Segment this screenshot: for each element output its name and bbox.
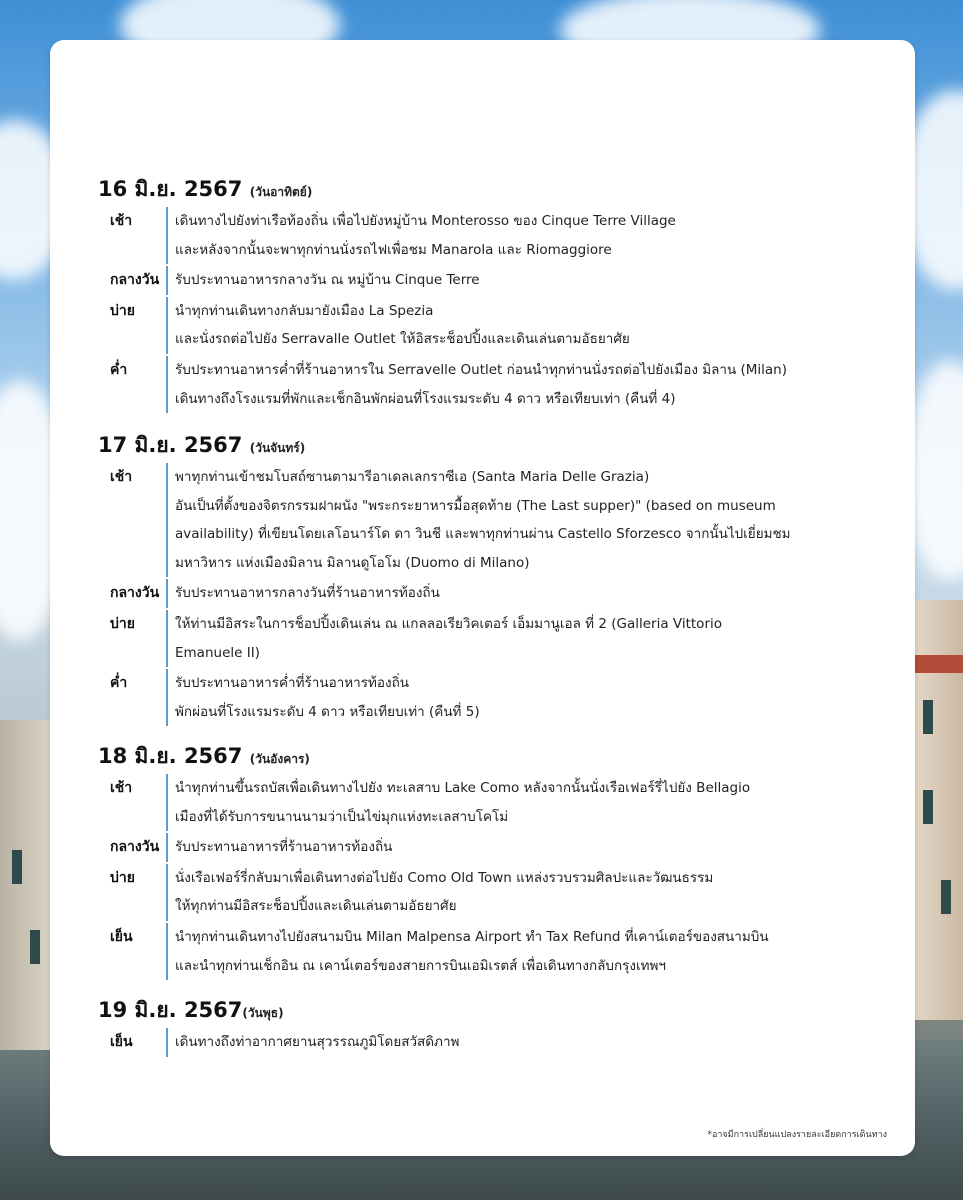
time-label: เย็น (110, 1034, 133, 1050)
itinerary-card (50, 40, 915, 1156)
schedule-text: เดินทางไปยังท่าเรือท้องถิ่น เพื่อไปยังหมู่บ้าน Monterosso ของ Cinque Terre Village และหลังจากนั้นจะพาทุกท่านนั่งรถไฟเพื่อชม Manarola และ Riomaggiore (166, 207, 855, 264)
schedule-row (98, 356, 855, 413)
day-date: 16 มิ.ย. 2567 (วันอาทิตย์) (98, 177, 313, 201)
time-label: เย็น (110, 928, 133, 945)
schedule-row (98, 297, 855, 354)
schedule-row (98, 610, 855, 667)
time-label: กลางวัน (110, 839, 160, 856)
schedule-row (98, 833, 855, 862)
schedule-text: พาทุกท่านเข้าชมโบสถ์ซานตามารีอาเดลเลกราซีเอ (Santa Maria Delle Grazia) อันเป็นที่ตั้งของจิตรกรรมฝาผนัง "พระกระยาหารมื้อสุดท้าย (The Last supper)" (based on museum availability) ที่เขียนโดยเลโอนาร์โด ดา วินชี และพาทุกท่านผ่าน Castello Sforzesco จากนั้นไปเยี่ยมชม มหาวิหาร แห่งเมืองมิลาน มิลานดูโอโม (Duomo di Milano) (166, 463, 855, 577)
time-label: บ่าย (110, 869, 135, 886)
time-label: บ่าย (110, 615, 135, 632)
schedule-text: รับประทานอาหารที่ร้านอาหารท้องถิ่น (166, 833, 855, 862)
schedule-row (98, 774, 855, 831)
day-section (98, 432, 855, 726)
schedule-row (98, 207, 855, 264)
time-label: บ่าย (110, 302, 135, 319)
schedule-row (98, 1028, 855, 1057)
time-label: กลางวัน (110, 272, 160, 289)
time-label: เช้า (110, 780, 133, 796)
schedule-text: เดินทางถึงท่าอากาศยานสุวรรณภูมิโดยสวัสดิภาพ (166, 1028, 855, 1057)
time-label: กลางวัน (110, 585, 160, 602)
day-name: (วันอังคาร) (249, 752, 310, 766)
day-date: 19 มิ.ย. 2567(วันพุธ) (98, 998, 284, 1022)
day-name: (วันอาทิตย์) (249, 185, 313, 199)
schedule-row (98, 864, 855, 921)
schedule-text: ให้ท่านมีอิสระในการช็อปปิ้งเดินเล่น ณ แกลลอเรียวิคเตอร์ เอ็มมานูเอล ที่ 2 (Galleria Vittorio Emanuele II) (166, 610, 855, 667)
schedule-text: นำทุกท่านเดินทางกลับมายังเมือง La Spezia และนั่งรถต่อไปยัง Serravalle Outlet ให้อิสระช็อปปิ้งและเดินเล่นตามอัธยาศัย (166, 297, 855, 354)
schedule-row (98, 463, 855, 577)
schedule-text: นำทุกท่านขึ้นรถบัสเพื่อเดินทางไปยัง ทะเลสาบ Lake Como หลังจากนั้นนั่งเรือเฟอร์รี่ไปยัง Bellagio เมืองที่ได้รับการขนานนามว่าเป็นไข่มุกแห่งทะเลสาบโคโม่ (166, 774, 855, 831)
day-section (98, 743, 855, 980)
time-label: เช้า (110, 469, 133, 485)
time-label: ค่ำ (110, 361, 128, 378)
schedule-row (98, 923, 855, 980)
footnote: *อาจมีการเปลี่ยนแปลงรายละเอียดการเดินทาง (707, 1130, 887, 1140)
day-name: (วันจันทร์) (249, 441, 306, 455)
schedule-text: รับประทานอาหารค่ำที่ร้านอาหารท้องถิ่น พักผ่อนที่โรงแรมระดับ 4 ดาว หรือเทียบเท่า (คืนที่ 5) (166, 669, 855, 726)
schedule-text: รับประทานอาหารกลางวัน ณ หมู่บ้าน Cinque Terre (166, 266, 855, 295)
schedule-text: นั่งเรือเฟอร์รี่กลับมาเพื่อเดินทางต่อไปยัง Como Old Town แหล่งรวบรวมศิลปะและวัฒนธรรม ให้ทุกท่านมีอิสระช็อปปิ้งและเดินเล่นตามอัธยาศัย (166, 864, 855, 921)
day-date: 17 มิ.ย. 2567 (วันจันทร์) (98, 433, 306, 457)
day-section (98, 176, 855, 413)
day-date: 18 มิ.ย. 2567 (วันอังคาร) (98, 744, 310, 768)
schedule-row (98, 266, 855, 295)
day-name: (วันพุธ) (242, 1006, 284, 1020)
day-section (98, 997, 855, 1057)
schedule-row (98, 579, 855, 608)
time-label: เช้า (110, 213, 133, 229)
time-label: ค่ำ (110, 675, 128, 692)
schedule-text: นำทุกท่านเดินทางไปยังสนามบิน Milan Malpensa Airport ทำ Tax Refund ที่เคาน์เตอร์ของสนามบิน และนำทุกท่านเช็กอิน ณ เคาน์เตอร์ของสายการบินเอมิเรตส์ เพื่อเดินทางกลับกรุงเทพฯ (166, 923, 855, 980)
schedule-text: รับประทานอาหารกลางวันที่ร้านอาหารท้องถิ่น (166, 579, 855, 608)
schedule-row (98, 669, 855, 726)
schedule-text: รับประทานอาหารค่ำที่ร้านอาหารใน Serravelle Outlet ก่อนนำทุกท่านนั่งรถต่อไปยังเมือง มิลาน (Milan) เดินทางถึงโรงแรมที่พักและเช็กอินพักผ่อนที่โรงแรมระดับ 4 ดาว หรือเทียบเท่า (คืนที่ 4) (166, 356, 855, 413)
